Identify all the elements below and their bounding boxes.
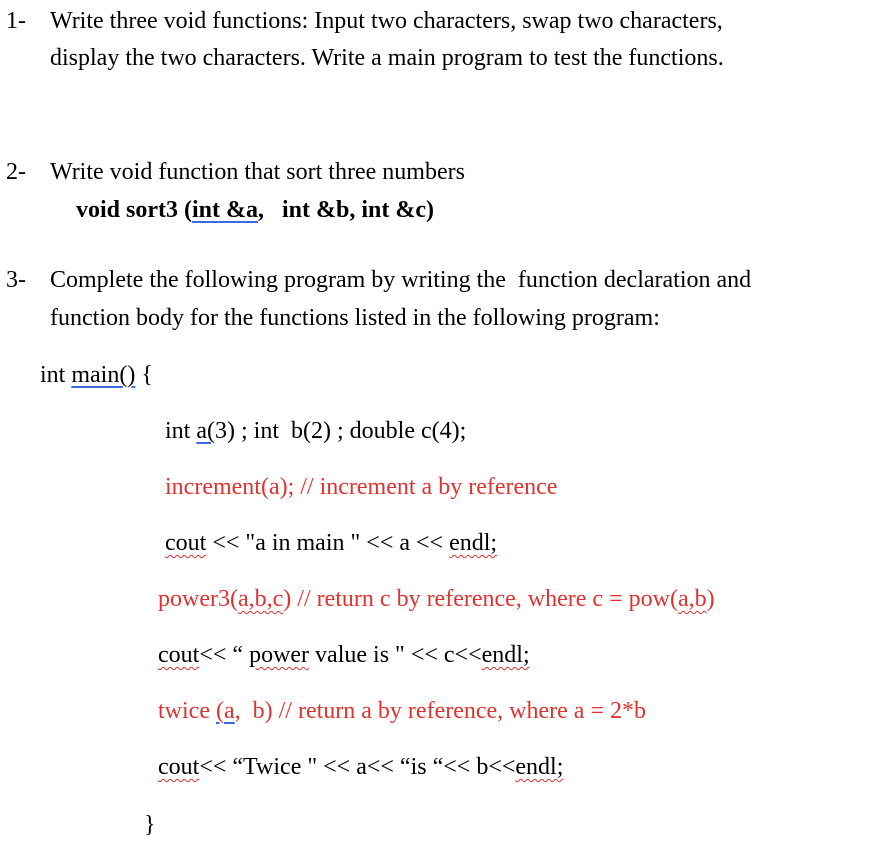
sig-int-underlined: int [192,197,221,223]
code-main-close-brace: } [144,812,156,838]
code-main-open [40,360,153,390]
cout3-endl: endl; [515,754,564,780]
main-open-brace: { [135,362,153,388]
q3-text-line1: Complete the following program by writing the function declaration and [50,267,752,293]
cout3-middle: << “Twice " << a<< “is “<< b<< [199,754,516,780]
q3-text-line2: function body for the functions listed in the following program: [50,305,660,331]
cout1-middle: << "a in main " << a << [206,530,450,556]
q2-number: 2- [6,159,26,185]
q2-signature [76,195,434,225]
code-cout-a [165,528,497,558]
q2-text-line1: Write void function that sort three numbers [50,159,465,185]
twice-arg-a: a [223,698,235,724]
q1-text-line2: display the two characters. Write a main program to test the functions. [50,45,724,71]
code-declarations [165,416,466,446]
pow-args: a,b [677,586,707,612]
sig-ref-a: &a [226,197,259,223]
cout2-middle1: << “ [199,642,250,668]
q1-text-line1: Write three void functions: Input two characters, swap two characters, [50,8,723,34]
cout3-keyword: cout [158,754,200,780]
main-int-keyword: int [40,362,72,388]
decl-a-name: a( [196,418,215,444]
cout2-power-word: power [249,642,310,668]
cout2-endl: endl; [481,642,530,668]
decl-int-keyword: int [165,418,197,444]
twice-comment: , b) // return a by reference, where a = 2*b [234,698,646,724]
power3-comment: ) // return c by reference, where c = pow( [283,586,678,612]
code-twice-call [158,696,646,726]
q1-number: 1- [6,8,26,34]
sig-rest: , int &b, int &c) [258,197,435,223]
cout1-keyword: cout [165,530,207,556]
cout2-keyword: cout [158,642,200,668]
cout1-endl: endl; [449,530,498,556]
code-cout-twice [158,752,563,782]
code-increment-call: increment(a); // increment a by reference [165,474,558,500]
decl-rest: 3) ; int b(2) ; double c(4); [215,418,467,444]
twice-paren: ( [215,698,224,724]
code-power3-call [158,584,715,614]
power3-args: a,b,c [237,586,284,612]
code-cout-power [158,640,530,670]
power3-prefix: power3( [158,586,238,612]
power3-close: ) [706,586,715,612]
q3-number: 3- [6,267,26,293]
twice-prefix: twice [158,698,216,724]
main-function-name: main() [71,362,136,388]
sig-prefix: void sort3 ( [76,197,192,223]
cout2-middle2: value is " << c<< [309,642,482,668]
